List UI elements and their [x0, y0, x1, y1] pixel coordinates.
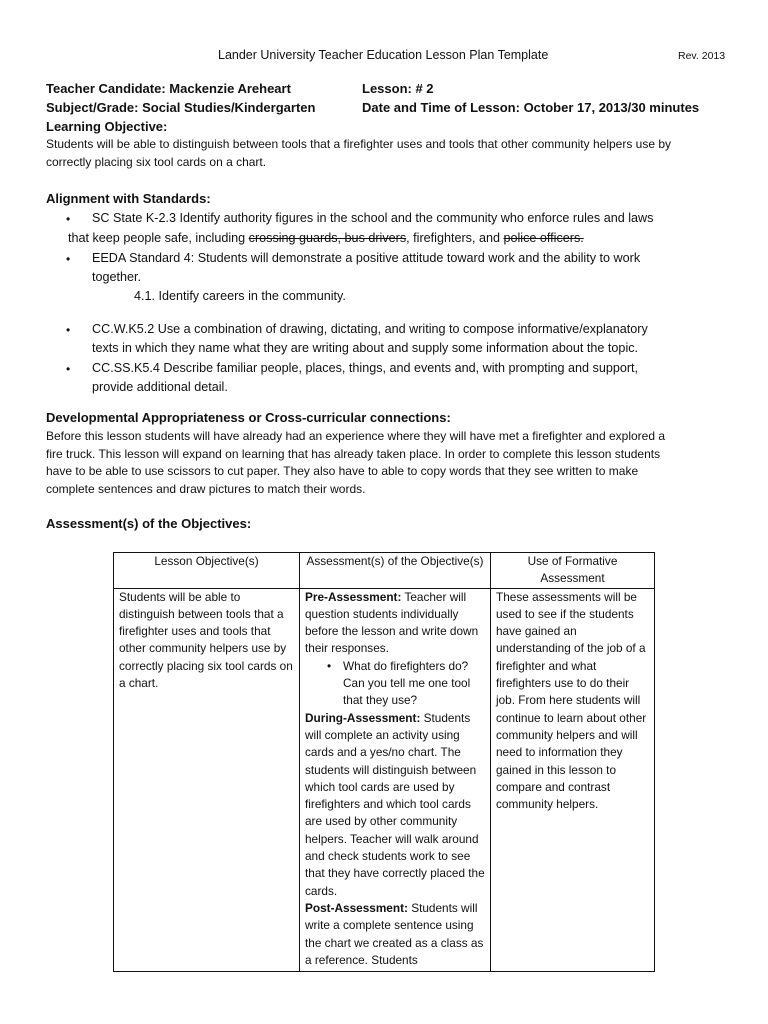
- during-assessment-label: During-Assessment:: [305, 710, 421, 725]
- bullet-icon: •: [66, 362, 71, 376]
- struck-text: police officers.: [503, 231, 584, 245]
- developmental-line: have to be able to use scissors to cut paper. They also have to able to copy words that they see written to make: [46, 464, 639, 478]
- formative-cell: These assessments will be used to see if the students have gained an understanding of the job of a firefighter and what firefighters use to do their job. From here students will continue to learn about other community helpers and will need to information they gained in this lesson to compare and contrast community helpers.: [491, 588, 655, 971]
- post-assessment: [305, 900, 485, 969]
- standard-subitem: 4.1. Identify careers in the community.: [134, 289, 346, 303]
- developmental-text: [46, 428, 746, 498]
- post-assessment-text: Students will write a complete sentence using the chart we created as a class as a reference. Students: [305, 900, 484, 967]
- pre-assessment-label: Pre-Assessment:: [305, 589, 402, 604]
- learning-objective-heading: Learning Objective:: [46, 119, 168, 134]
- bullet-icon: •: [66, 323, 71, 337]
- standard-line: texts in which they name what they are writing about and supply some information about the topic.: [92, 341, 639, 355]
- subject-grade: Subject/Grade: Social Studies/Kindergarten: [46, 100, 316, 115]
- pre-assessment-question: [305, 658, 485, 710]
- developmental-line: complete sentences and draw pictures to match their words.: [46, 481, 366, 496]
- document-title: Lander University Teacher Education Lesson Plan Template: [218, 48, 549, 62]
- table-row: [114, 588, 655, 971]
- during-assessment: [305, 710, 485, 900]
- learning-objective-line: Students will be able to distinguish between tools that a firefighter uses and tools that other community helpers use by: [46, 137, 672, 151]
- standard-line: EEDA Standard 4: Students will demonstrate a positive attitude toward work and the ability to work: [92, 251, 641, 265]
- standard-line: provide additional detail.: [92, 380, 228, 394]
- post-assessment-label: Post-Assessment:: [305, 900, 408, 915]
- standard-line: SC State K-2.3 Identify authority figures in the school and the community who enforce rules and laws: [92, 211, 654, 225]
- developmental-heading: Developmental Appropriateness or Cross-curricular connections:: [46, 410, 451, 425]
- question-text: What do firefighters do? Can you tell me one tool that they use?: [343, 658, 471, 708]
- objective-cell: Students will be able to distinguish between tools that a firefighter uses and tools that other community helpers use by correctly placing six tool cards on a chart.: [114, 588, 300, 971]
- assessment-cell: [300, 588, 491, 971]
- developmental-line: Before this lesson students will have already had an experience where they will have met a firefighter and explored a: [46, 429, 666, 443]
- learning-objective-text: [46, 136, 736, 171]
- teacher-candidate: Teacher Candidate: Mackenzie Areheart: [46, 81, 291, 96]
- standard-text: that keep people safe, including: [68, 231, 249, 245]
- lesson-date-time: Date and Time of Lesson: October 17, 2013/30 minutes: [362, 100, 700, 115]
- standard-line: CC.W.K5.2 Use a combination of drawing, dictating, and writing to compose informative/explanatory: [92, 322, 648, 336]
- bullet-icon: •: [66, 212, 71, 226]
- revision-label: Rev. 2013: [678, 50, 726, 62]
- standard-line: together.: [92, 270, 142, 284]
- standard-line: CC.SS.K5.4 Describe familiar people, places, things, and events and, with prompting and support,: [92, 361, 639, 375]
- bullet-icon: •: [66, 252, 71, 266]
- learning-objective-line: correctly placing six tool cards on a chart.: [46, 154, 267, 169]
- alignment-heading: Alignment with Standards:: [46, 191, 211, 206]
- column-header: Lesson Objective(s): [114, 553, 300, 589]
- assessment-heading: Assessment(s) of the Objectives:: [46, 516, 252, 531]
- table-header-row: [114, 553, 655, 589]
- struck-text: crossing guards, bus drivers: [248, 231, 407, 245]
- bullet-icon: •: [327, 658, 332, 673]
- column-header: Use of Formative Assessment: [491, 553, 655, 589]
- standard-line: [68, 229, 584, 249]
- pre-assessment-text: Teacher will question students individually before the lesson and write down their responses.: [305, 589, 479, 656]
- column-header: Assessment(s) of the Objective(s): [300, 553, 491, 589]
- pre-assessment: [305, 589, 485, 658]
- developmental-line: fire truck. This lesson will expand on learning that has already taken place. In order to complete this lesson students: [46, 446, 661, 461]
- during-assessment-text: Students will complete an activity using cards and a yes/no chart. The students will distinguish between which tool cards are used by firefighters and which tool cards are used by other community helpers. Teacher will walk around and check students work to see that they have correctly placed the cards.: [305, 710, 485, 898]
- lesson-number: Lesson: # 2: [362, 81, 434, 96]
- assessment-table: [113, 552, 655, 972]
- standard-text: , firefighters, and: [406, 231, 504, 245]
